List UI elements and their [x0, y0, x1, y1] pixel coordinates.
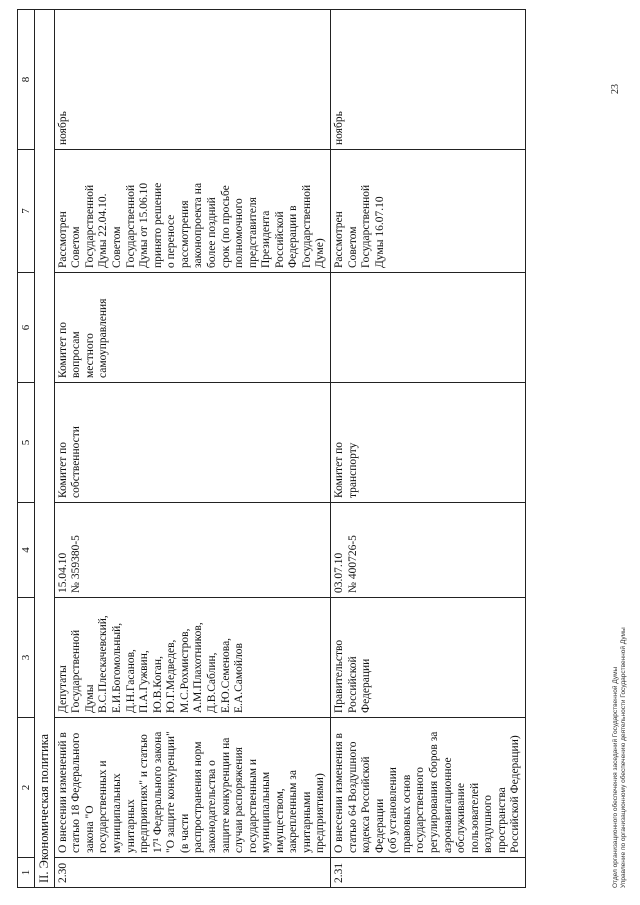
- column-number-header-row: [18, 10, 35, 888]
- column-number: 2: [18, 718, 35, 858]
- co-executor-committee: [331, 273, 526, 383]
- column-number: 6: [18, 273, 35, 383]
- column-number: 3: [18, 598, 35, 718]
- bill-title: О внесении изменения в статью 64 Воздушного кодекса Российской Федерации (об установлении правовых основ государственного регулирования сборов за аэронавигационное обслуживание пользователей воздушного пространства Российской Федерации): [331, 718, 526, 858]
- row-number: 2.31: [331, 858, 526, 888]
- bill-date-number: 15.04.10 № 359380-5: [54, 503, 330, 598]
- table-row: [331, 10, 526, 888]
- footer-line: Управление по организационному обеспечению деятельности Государственной Думы: [620, 627, 627, 888]
- responsible-committee: Комитет по собственности: [54, 383, 330, 503]
- column-number: 8: [18, 10, 35, 150]
- co-executor-committee: Комитет по вопросам местного самоуправления: [54, 273, 330, 383]
- page-number: 23: [610, 84, 621, 94]
- bill-authors: Депутаты Государственной Думы В.С.Плескачевский, Е.И.Богомольный, Д.Н.Гасанов, П.А.Гужвин, Ю.В.Коган, Ю.Г.Медведев, М.С.Рохмистров, А.М.Плахотников, Д.В.Саблин, Е.Ю.Семенова, Е.А.Самойлов: [54, 598, 330, 718]
- bill-status: Рассмотрен Советом Государственной Думы 22.04.10. Советом Государственной Думы от 15.06.10 принято решение о переносе рассмотрения законопроекта на более поздний срок (по просьбе полномочного представителя Президента Российской Федерации в Государственной Думе): [54, 150, 330, 273]
- column-number: 5: [18, 383, 35, 503]
- footer-line: Отдел организационного обеспечения заседаний Государственной Думы: [612, 666, 619, 888]
- legislative-plan-table: [17, 9, 526, 888]
- bill-authors: Правительство Российской Федерации: [331, 598, 526, 718]
- review-month: ноябрь: [331, 10, 526, 150]
- column-number: 1: [18, 858, 35, 888]
- section-title: II. Экономическая политика: [35, 10, 55, 888]
- bill-date-number: 03.07.10 № 400726-5: [331, 503, 526, 598]
- column-number: 7: [18, 150, 35, 273]
- bill-title: О внесении изменений в статью 18 Федерального закона "О государственных и муниципальных унитарных предприятиях" и статью 17¹ Федерального закона "О защите конкуренции" (в части распространения норм законодательства о защите конкуренции на случаи распоряжения государственным и муниципальным имуществом, закрепленным за унитарными предприятиями): [54, 718, 330, 858]
- footer: [612, 627, 628, 888]
- bill-status: Рассмотрен Советом Государственной Думы 16.07.10: [331, 150, 526, 273]
- row-number: 2.30: [54, 858, 330, 888]
- column-number: 4: [18, 503, 35, 598]
- section-row: [35, 10, 55, 888]
- table-row: [54, 10, 330, 888]
- responsible-committee: Комитет по транспорту: [331, 383, 526, 503]
- review-month: ноябрь: [54, 10, 330, 150]
